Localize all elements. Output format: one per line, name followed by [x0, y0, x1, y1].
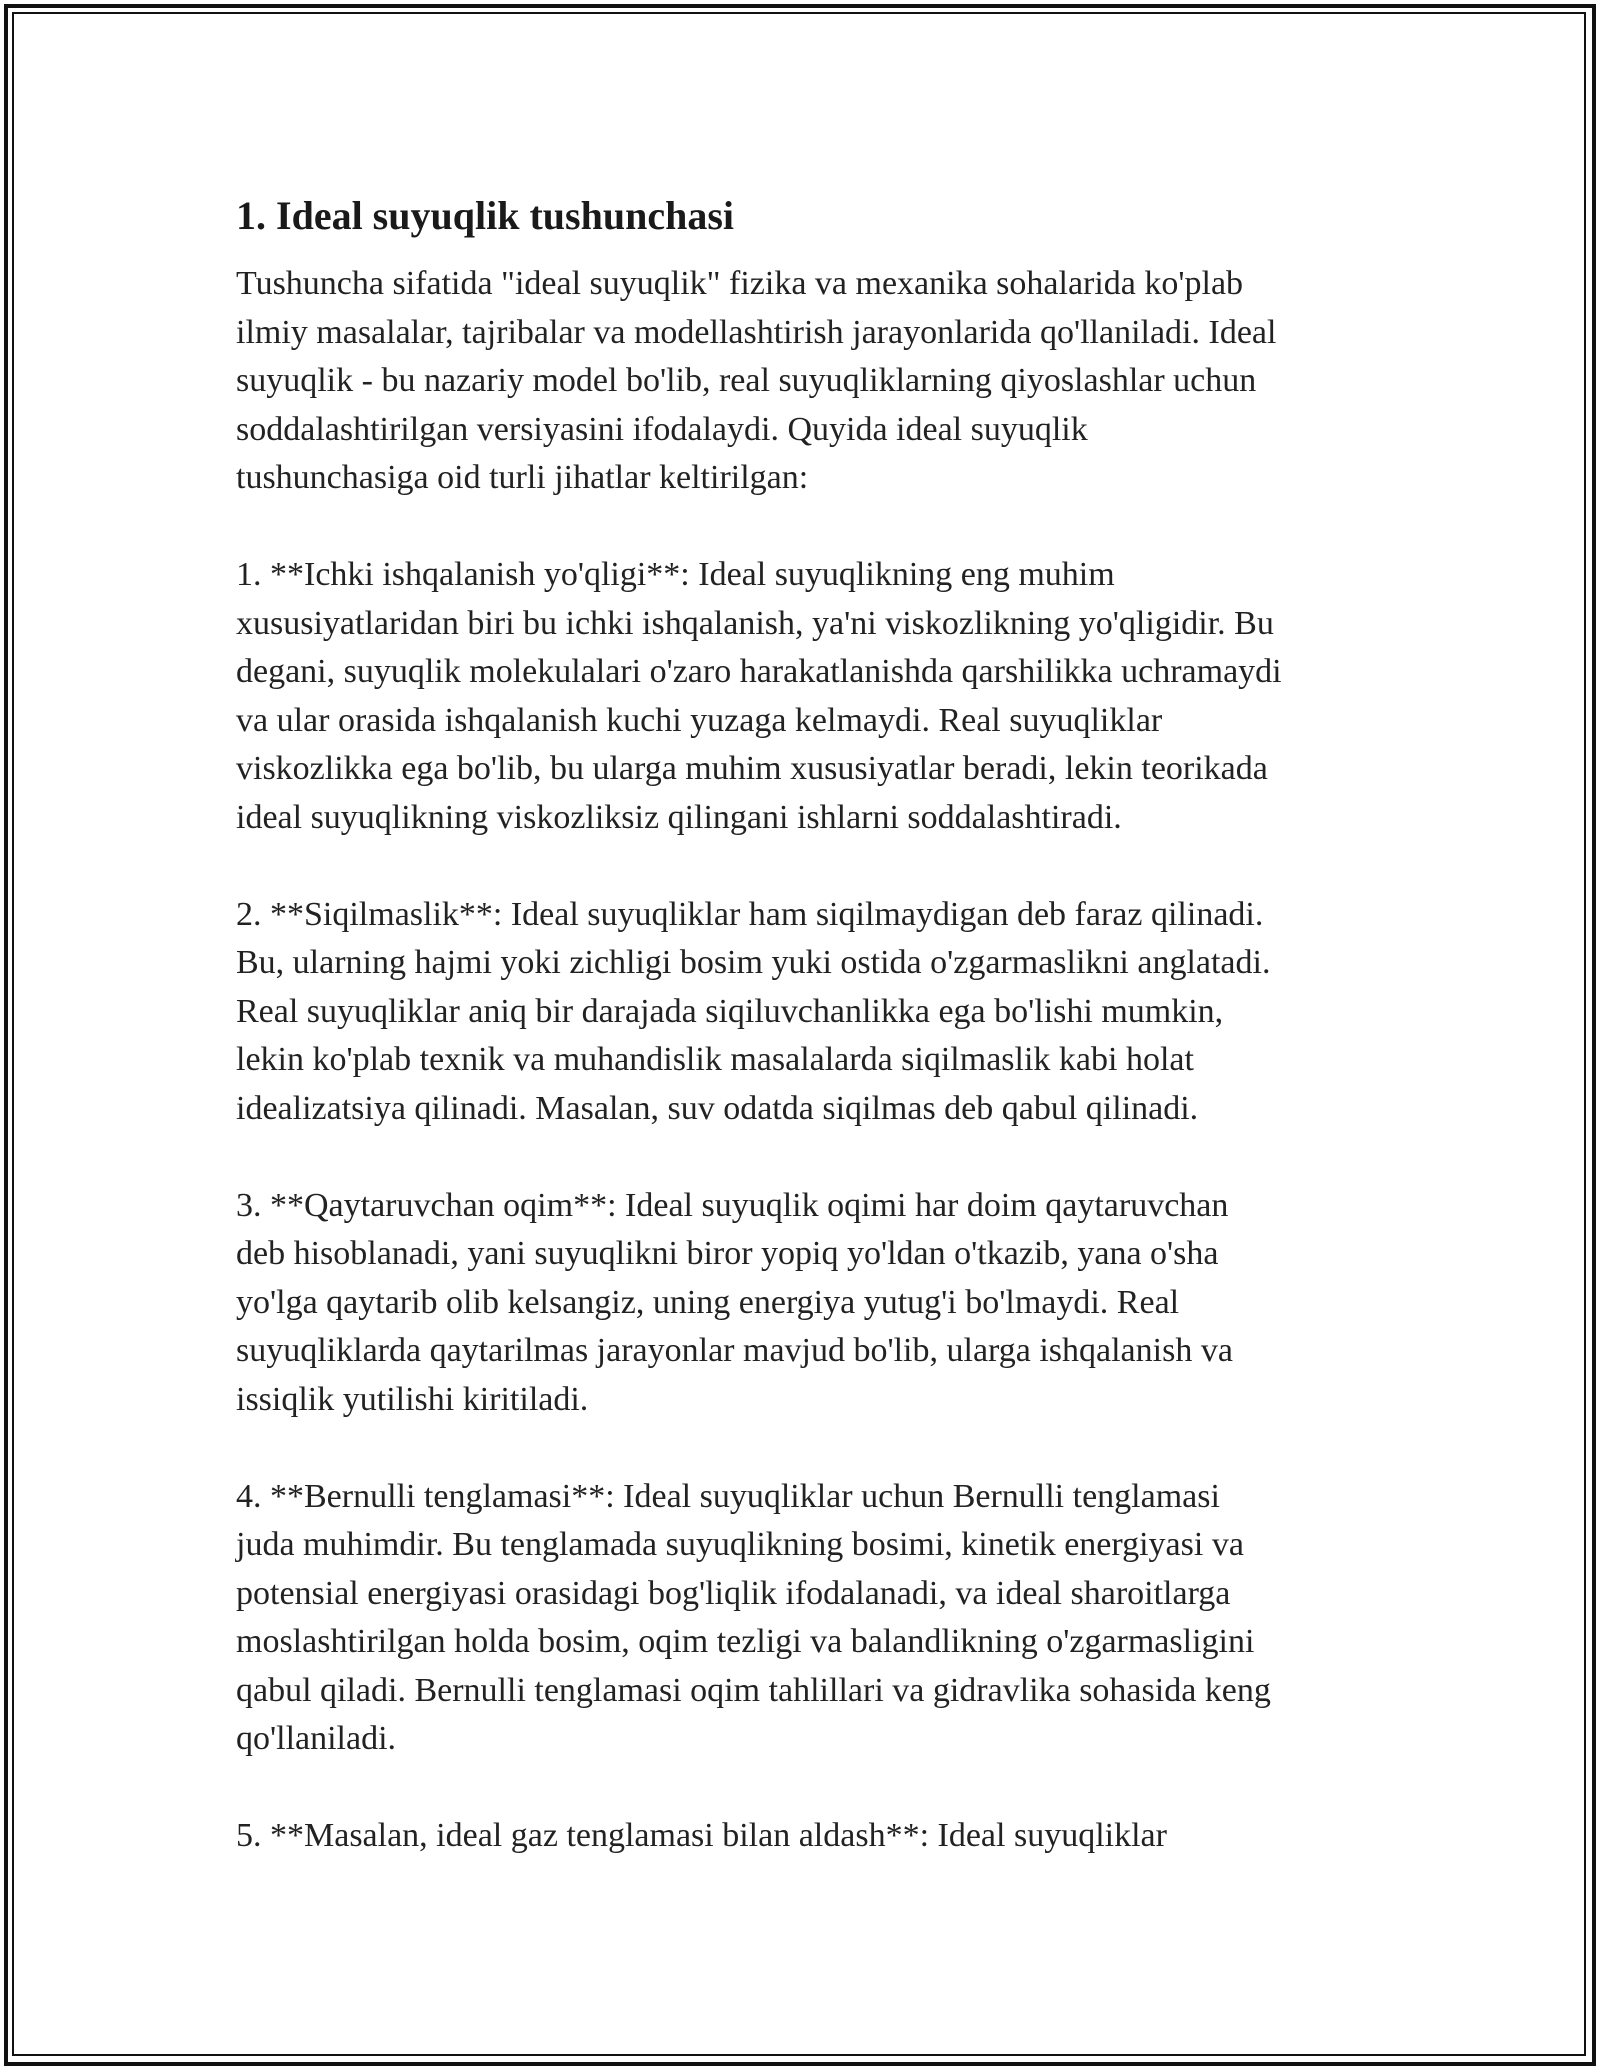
list-item-2: 2. **Siqilmaslik**: Ideal suyuqliklar ham siqilmaydigan deb faraz qilinadi. Bu, ularning hajmi yoki zichligi bosim yuki ostida o'zgarmaslikni anglatadi. Real suyuqliklar aniq bir darajada siqiluvchanlikka ega bo'lishi mumkin, lekin ko'plab texnik va muhandislik masalalarda siqilmaslik kabi holat idealizatsiya qilinadi. Masalan, suv odatda siqilmas deb qabul qilinadi. [236, 895, 1271, 1127]
list-item-1: 1. **Ichki ishqalanish yo'qligi**: Ideal suyuqlikning eng muhim xususiyatlaridan biri bu ichki ishqalanish, ya'ni viskozlikning yo'qligidir. Bu degani, suyuqlik molekulalari o'zaro harakatlanishda qarshilikka uchramaydi va ular orasida ishqalanish kuchi yuzaga kelmaydi. Real suyuqliklar viskozlikka ega bo'lib, bu ularga muhim xususiyatlar beradi, lekin teorikada ideal suyuqlikning viskozliksiz qilingani ishlarni soddalashtiradi. [236, 556, 1282, 836]
list-item-3: 3. **Qaytaruvchan oqim**: Ideal suyuqlik oqimi har doim qaytaruvchan deb hisoblanadi, yani suyuqlikni biror yopiq yo'ldan o'tkazib, yana o'sha yo'lga qaytarib olib kelsangiz, uning energiya yutug'i bo'lmaydi. Real suyuqliklarda qaytarilmas jarayonlar mavjud bo'lib, ularga ishqalanish va issiqlik yutilishi kiritiladi. [236, 1186, 1233, 1418]
list-item-4: 4. **Bernulli tenglamasi**: Ideal suyuqliklar uchun Bernulli tenglamasi juda muhimdir. Bu tenglamada suyuqlikning bosimi, kinetik energiyasi va potensial energiyasi orasidagi bog'liqlik ifodalanadi, va ideal sharoitlarga moslashtirilgan holda bosim, oqim tezligi va balandlikning o'zgarmasligini qabul qiladi. Bernulli tenglamasi oqim tahlillari va gidravlika sohasida keng qo'llaniladi. [236, 1477, 1271, 1757]
intro-paragraph: Tushuncha sifatida "ideal suyuqlik" fizika va mexanika sohalarida ko'plab ilmiy masalalar, tajribalar va modellashtirish jarayonlarida qo'llaniladi. Ideal suyuqlik - bu nazariy model bo'lib, real suyuqliklarning qiyoslashlar uchun soddalashtirilgan versiyasini ifodalaydi. Quyida ideal suyuqlik tushunchasiga oid turli jihatlar keltirilgan: [236, 265, 1277, 496]
document-page [236, 188, 1376, 1909]
list-item-5: 5. **Masalan, ideal gaz tenglamasi bilan aldash**: Ideal suyuqliklar [236, 1817, 1167, 1854]
section-heading: 1. Ideal suyuqlik tushunchasi [236, 193, 735, 238]
